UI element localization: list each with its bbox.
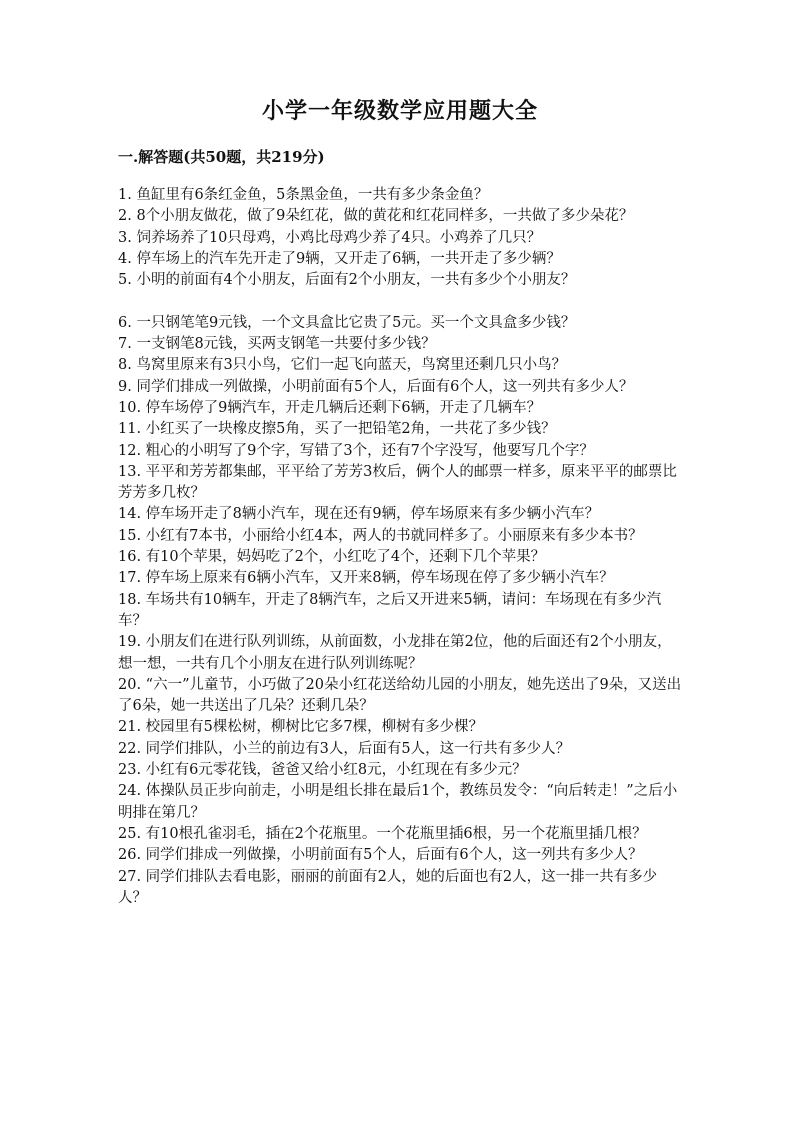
question-item: 22. 同学们排队，小兰的前边有3人，后面有5人，这一行共有多少人？ — [118, 740, 571, 757]
question-item: 5. 小明的前面有4个小朋友，后面有2个小朋友，一共有多少个小朋友？ — [118, 272, 576, 289]
question-item: 14. 停车场开走了8辆小汽车，现在还有9辆，停车场原来有多少辆小汽车？ — [118, 506, 600, 523]
question-item: 6. 一只钢笔笔9元钱，一个文具盒比它贵了5元。买一个文具盒多少钱？ — [118, 314, 576, 331]
question-item: 27. 同学们排队去看电影，丽丽的前面有2人，她的后面也有2人，这一排一共有多少人？ — [118, 868, 658, 906]
question-item: 24. 体操队员正步向前走，小明是组长排在最后1个，教练员发令：“向后转走！”之后小明排在第几？ — [118, 783, 678, 821]
question-item: 15. 小红有7本书，小丽给小红4本，两人的书就同样多了。小丽原来有多少本书？ — [118, 527, 643, 544]
question-item: 8. 鸟窝里原来有3只小鸟，它们一起飞向蓝天，鸟窝里还剩几只小鸟？ — [118, 357, 567, 374]
question-item: 18. 车场共有10辆车，开走了8辆汽车，之后又开进来5辆，请问：车场现在有多少汽车？ — [118, 591, 662, 629]
question-item: 25. 有10根孔雀羽毛，插在2个花瓶里。一个花瓶里插6根，另一个花瓶里插几根？ — [118, 825, 647, 842]
question-item: 10. 停车场停了9辆汽车，开走几辆后还剩下6辆，开走了几辆车？ — [118, 399, 542, 416]
section-heading: 一.解答题(共50题，共219分) — [118, 148, 325, 166]
question-item: 2. 8个小朋友做花，做了9朵红花，做的黄花和红花同样多，一共做了多少朵花？ — [118, 208, 634, 225]
question-item: 11. 小红买了一块橡皮擦5角，买了一把铅笔2角，一共花了多少钱？ — [118, 421, 556, 438]
question-item: 26. 同学们排成一列做操，小明前面有5个人，后面有6个人，这一列共有多少人？ — [118, 847, 643, 864]
question-item: 7. 一支钢笔8元钱，买两支钢笔一共要付多少钱？ — [118, 336, 436, 353]
question-item: 3. 饲养场养了10只母鸡，小鸡比母鸡少养了4只。小鸡养了几只？ — [118, 229, 542, 246]
question-item: 19. 小朋友们在进行队列训练，从前面数，小龙排在第2位，他的后面还有2个小朋友，想一想，一共有几个小朋友在进行队列训练呢？ — [118, 634, 672, 672]
question-item: 13. 平平和芳芳都集邮，平平给了芳芳3枚后，俩个人的邮票一样多，原来平平的邮票比芳芳多几枚？ — [118, 463, 677, 502]
question-item: 17. 停车场上原来有6辆小汽车，又开来8辆，停车场现在停了多少辆小汽车？ — [118, 570, 614, 587]
question-item: 4. 停车场上的汽车先开走了9辆，又开走了6辆，一共开走了多少辆？ — [118, 250, 561, 267]
question-item: 9. 同学们排成一列做操，小明前面有5个人，后面有6个人，这一列共有多少人？ — [118, 378, 634, 395]
question-item: 20. “六一”儿童节，小巧做了20朵小红花送给幼儿园的小朋友，她先送出了9朵，又送出了6朵，她一共送出了几朵？还剩几朵？ — [118, 676, 682, 715]
page-title: 小学一年级数学应用题大全 — [261, 98, 538, 124]
question-item: 16. 有10个苹果，妈妈吃了2个，小红吃了4个，还剩下几个苹果？ — [118, 549, 546, 566]
question-item: 12. 粗心的小明写了9个字，写错了3个，还有7个字没写，他要写几个字？ — [118, 442, 594, 459]
question-item: 23. 小红有6元零花钱，爸爸又给小红8元，小红现在有多少元？ — [118, 762, 527, 779]
question-item: 1. 鱼缸里有6条红金鱼，5条黑金鱼，一共有多少条金鱼？ — [118, 187, 489, 203]
question-list — [118, 185, 684, 909]
question-item: 21. 校园里有5棵松树，柳树比它多7棵，柳树有多少棵？ — [118, 719, 484, 736]
